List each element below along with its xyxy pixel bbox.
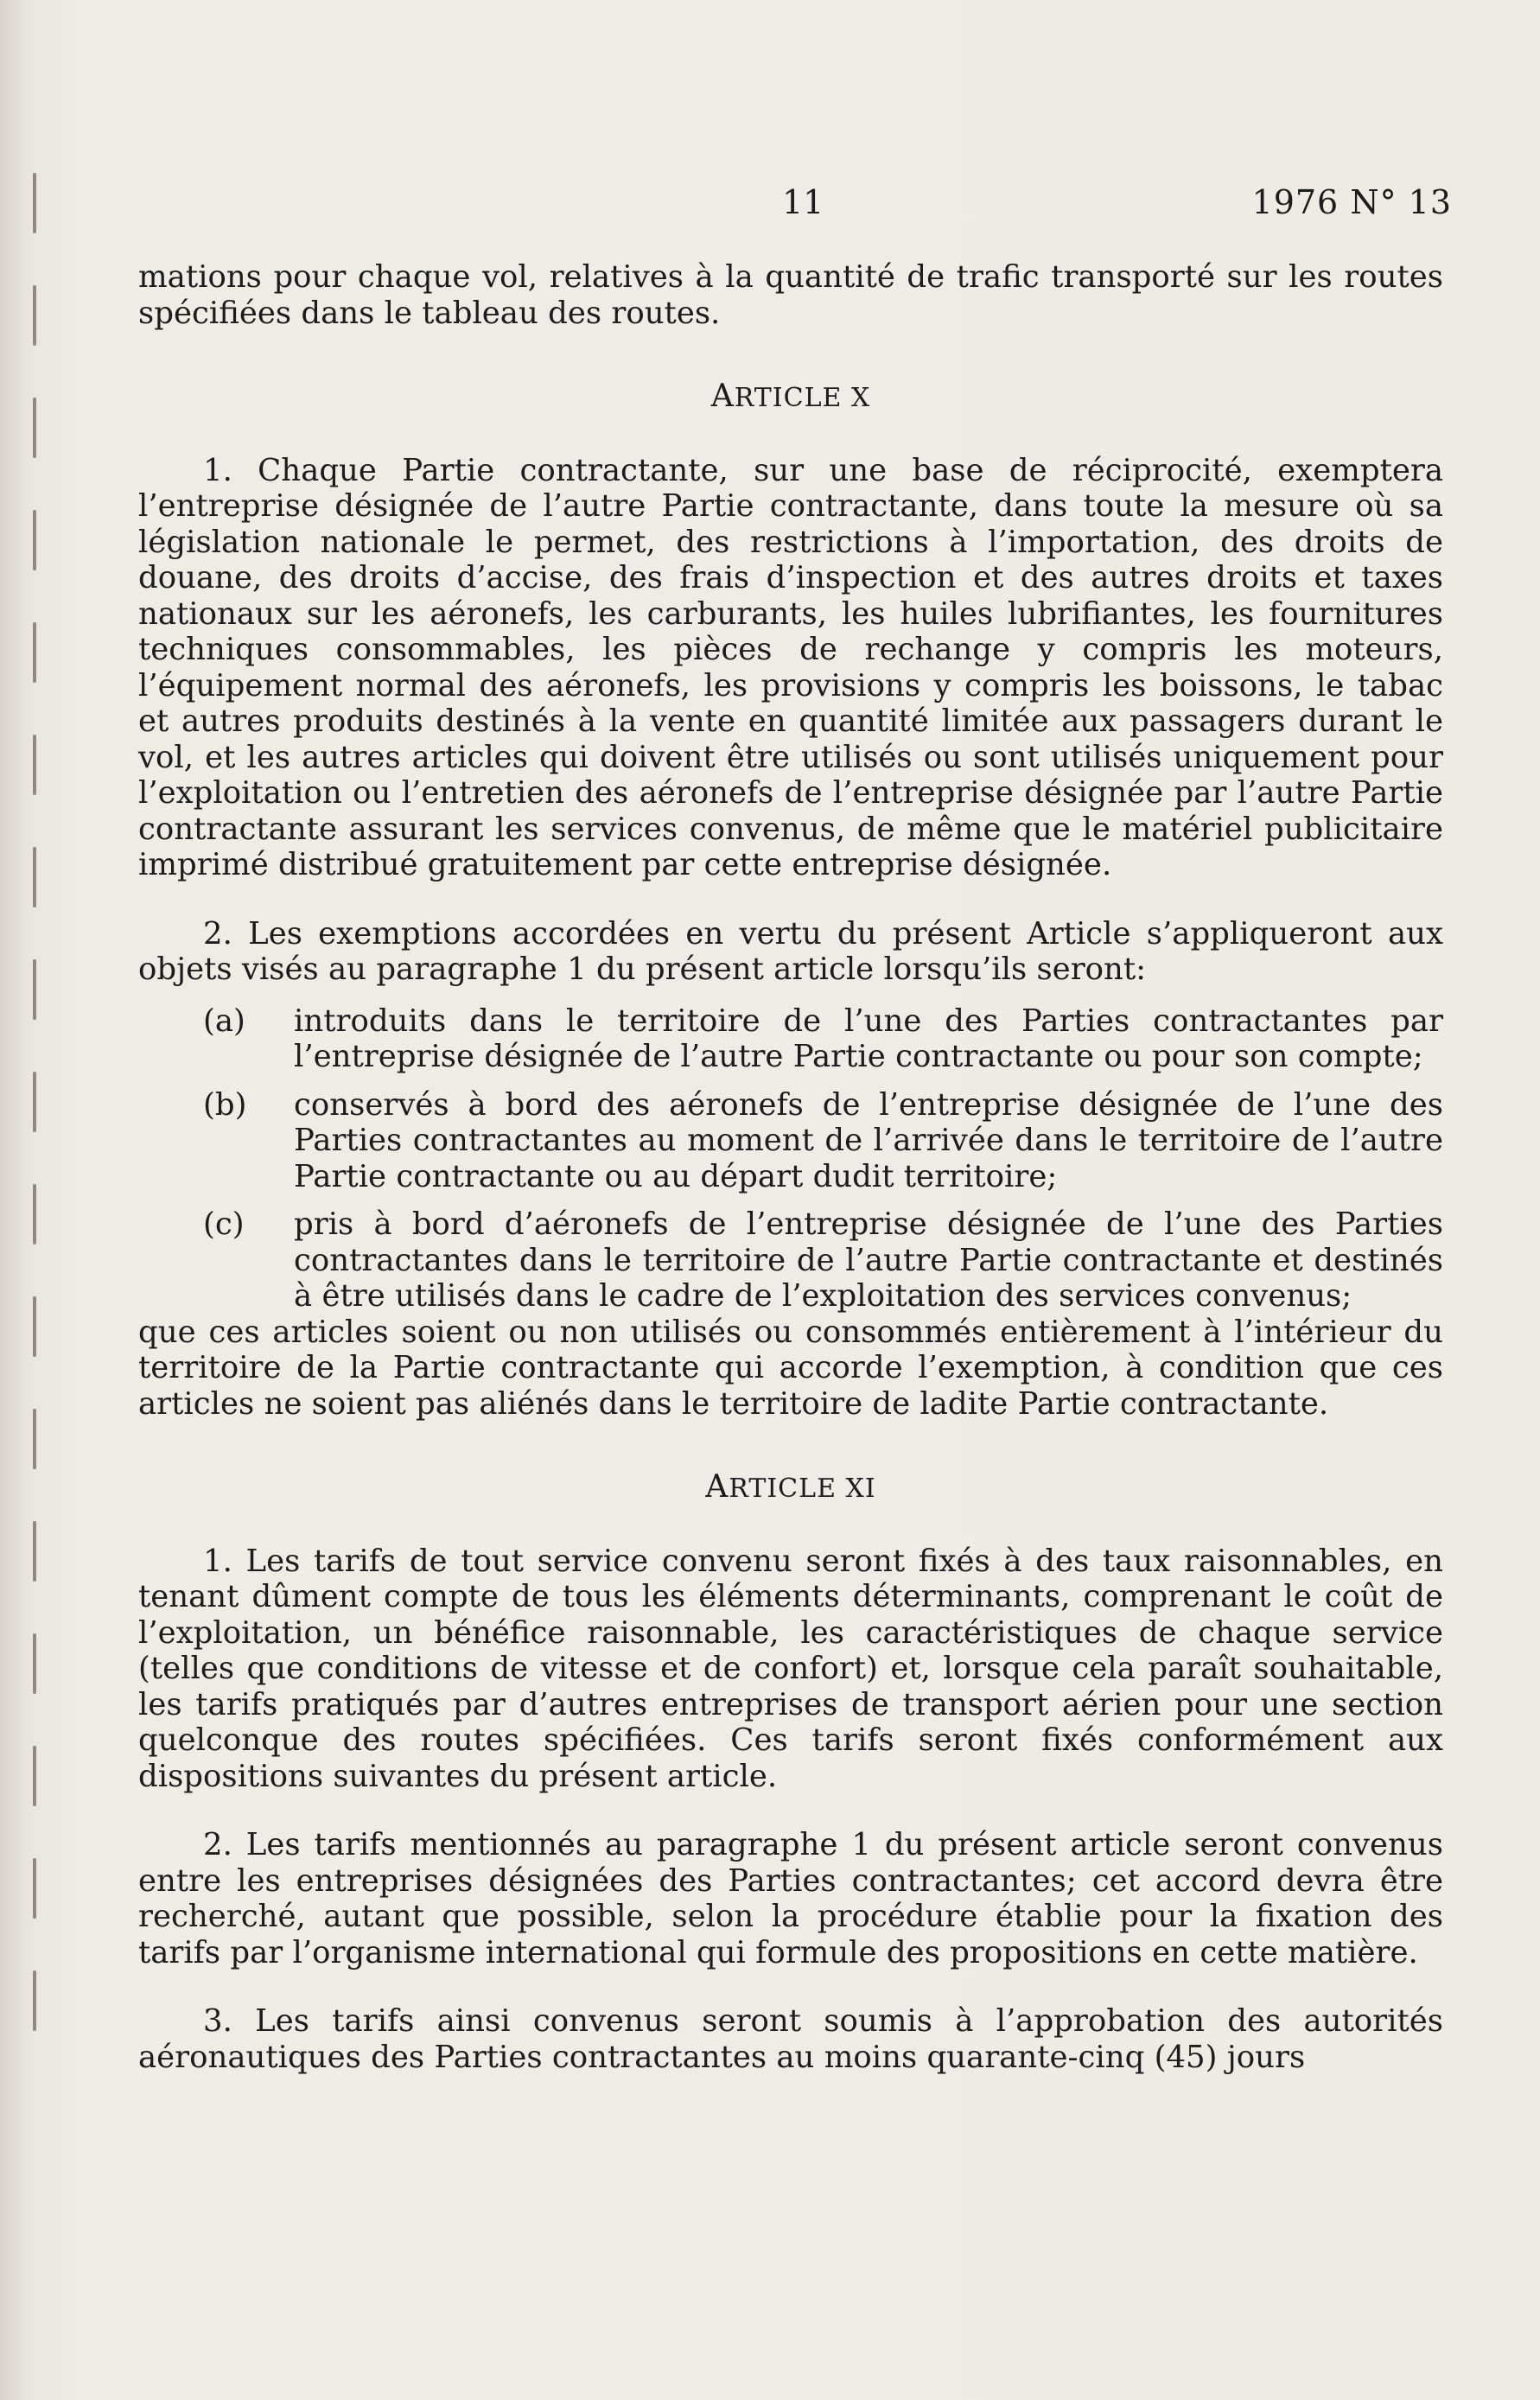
article-xi-paragraph-1: 1. Les tarifs de tout service convenu seront fixés à des taux raisonnables, en tenant dûment compte de tous les éléments déterminants, comprenant le coût de l’exploitation, un bénéfice raisonnable, les caractéristiques de chaque service (telles que conditions de vitesse et de confort) et, lorsque cela paraît souhaitable, les tarifs pratiqués par d’autres entreprises de transport aérien pour une section quelconque des routes spécifiées. Ces tarifs seront fixés conformément aux dispositions suivantes du présent article. bbox=[138, 1543, 1443, 1794]
series-reference: 1976 N° 13 bbox=[1251, 183, 1452, 221]
list-item-text: introduits dans le territoire de l’une des Parties contractantes par l’entreprise désignée de l’autre Partie contractante ou pour son compte; bbox=[294, 1003, 1443, 1074]
article-x-closing: que ces articles soient ou non utilisés ou consommés entièrement à l’intérieur du territoire de la Partie contractante qui accorde l’exemption, à condition que ces articles ne soient pas aliénés dans le territoire de ladite Partie contractante. bbox=[138, 1314, 1443, 1422]
article-xi-heading bbox=[138, 1469, 1443, 1507]
article-xi-paragraph-2: 2. Les tarifs mentionnés au paragraphe 1 du présent article seront convenus entre les entreprises désignées des Parties contractantes; cet accord devra être recherché, autant que possible, selon la procédure établie pour la fixation des tarifs par l’organisme international qui formule des propositions en cette matière. bbox=[138, 1827, 1443, 1970]
list-item-text: conservés à bord des aéronefs de l’entreprise désignée de l’une des Parties contractantes au moment de l’arrivée dans le territoire de l’autre Partie contractante ou au départ dudit territoire; bbox=[294, 1086, 1443, 1194]
binding-stitches bbox=[29, 173, 41, 2117]
article-xi-paragraph-3: 3. Les tarifs ainsi convenus seront soumis à l’approbation des autorités aéronautiques des Parties contractantes au moins quarante-cinq (45) jours bbox=[138, 2003, 1443, 2075]
list-item-text: pris à bord d’aéronefs de l’entreprise désignée de l’une des Parties contractantes dans le territoire de l’autre Partie contractante et destinés à être utilisés dans le cadre de l’exploitation des services convenus; bbox=[294, 1206, 1443, 1314]
article-x-paragraph-1: 1. Chaque Partie contractante, sur une base de réciprocité, exemptera l’entreprise désignée de l’autre Partie contractante, dans toute la mesure où sa législation nationale le permet, des restrictions à l’importation, des droits de douane, des droits d’accise, des frais d’inspection et des autres droits et taxes nationaux sur les aéronefs, les carburants, les huiles lubrifiantes, les fournitures techniques consommables, les pièces de rechange y compris les moteurs, l’équipement normal des aéronefs, les provisions y compris les boissons, le tabac et autres produits destinés à la vente en quantité limitée aux passagers durant le vol, et les autres articles qui doivent être utilisés ou sont utilisés uniquement pour l’exploitation ou l’entretien des aéronefs de l’entreprise désignée par l’autre Partie contractante assurant les services convenus, de même que le matériel publicitaire imprimé distribué gratuitement par cette entreprise désignée. bbox=[138, 452, 1443, 882]
article-x-heading-rest: RTICLE X bbox=[734, 383, 871, 413]
list-item-c bbox=[138, 1206, 1443, 1315]
article-x-heading-initial: A bbox=[710, 379, 735, 414]
list-item-marker: (b) bbox=[203, 1086, 247, 1123]
continuation-paragraph: mations pour chaque vol, relatives à la quantité de trafic transporté sur les routes spécifiées dans le tableau des routes. bbox=[138, 259, 1443, 331]
list-item-a bbox=[138, 1003, 1443, 1075]
page-number: 11 bbox=[782, 183, 824, 221]
article-xi-heading-rest: RTICLE XI bbox=[729, 1474, 876, 1504]
list-item-marker: (a) bbox=[203, 1003, 245, 1039]
list-item-marker: (c) bbox=[203, 1206, 245, 1242]
list-item-b bbox=[138, 1087, 1443, 1195]
running-header bbox=[138, 183, 1452, 235]
article-x-paragraph-2: 2. Les exemptions accordées en vertu du présent Article s’appliqueront aux objets visés au paragraphe 1 du présent article lorsqu’ils seront: bbox=[138, 915, 1443, 987]
article-x-heading bbox=[138, 379, 1443, 417]
article-xi-heading-initial: A bbox=[705, 1469, 729, 1505]
article-x-item-list bbox=[138, 1003, 1443, 1315]
page-body bbox=[138, 259, 1443, 2075]
